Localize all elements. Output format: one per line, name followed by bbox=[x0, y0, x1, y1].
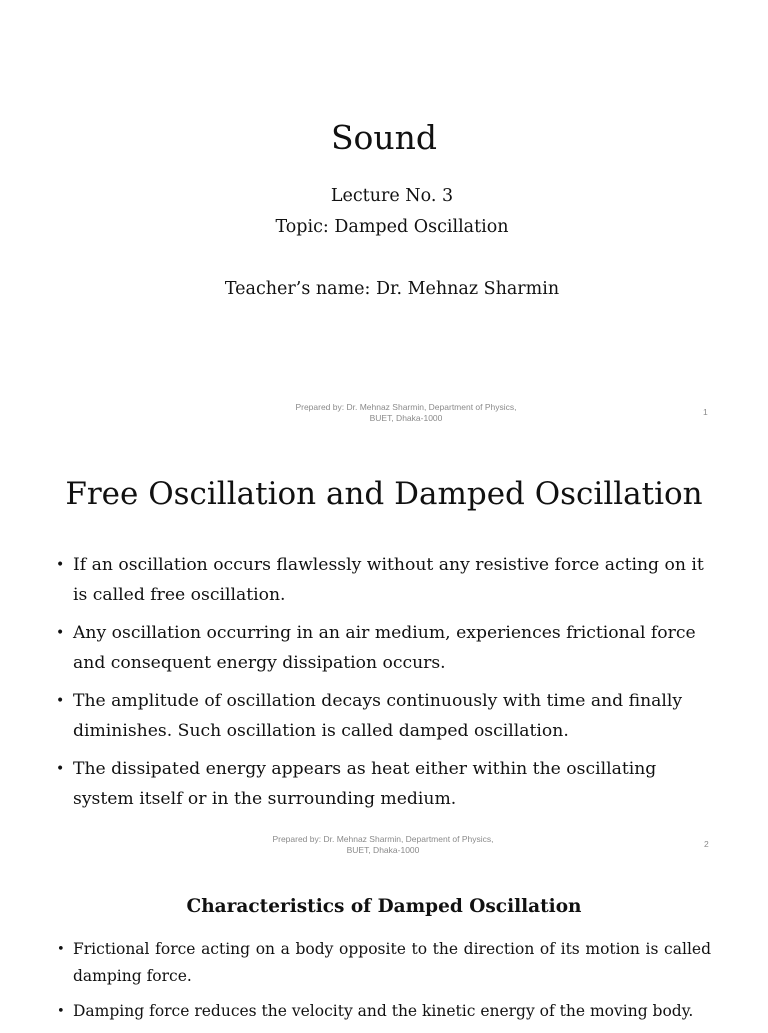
footer-line-2: BUET, Dhaka-1000 bbox=[369, 413, 443, 423]
footer-line-1: Prepared by: Dr. Mehnaz Sharmin, Department of Physics, bbox=[272, 834, 494, 844]
bullet-item bbox=[54, 550, 704, 610]
bullet-item bbox=[56, 936, 711, 990]
bullet-item bbox=[56, 998, 711, 1025]
lecture-number: Lecture No. 3 bbox=[330, 186, 454, 206]
slide-1 bbox=[0, 0, 768, 432]
slide-1-page-number: 1 bbox=[703, 407, 708, 417]
slide-1-title: Sound bbox=[330, 118, 438, 157]
footer-line-2: BUET, Dhaka-1000 bbox=[346, 845, 420, 855]
bullet-icon: • bbox=[56, 557, 65, 573]
slide-3-title: Characteristics of Damped Oscillation bbox=[186, 896, 582, 917]
teacher-name: Teacher’s name: Dr. Mehnaz Sharmin bbox=[224, 279, 560, 299]
bullet-text: Any oscillation occurring in an air medium, experiences frictional force and consequent energy dissipation occurs. bbox=[73, 623, 696, 673]
bullet-text: Damping force reduces the velocity and the kinetic energy of the moving body. bbox=[73, 1002, 694, 1020]
bullet-icon: • bbox=[56, 625, 65, 641]
bullet-text: The dissipated energy appears as heat either within the oscillating system itself or in the surrounding medium. bbox=[73, 759, 657, 809]
bullet-item bbox=[54, 686, 704, 746]
bullet-item bbox=[54, 754, 704, 814]
slide-2-bullet-list bbox=[54, 550, 704, 822]
bullet-icon: • bbox=[56, 693, 65, 709]
bullet-text: If an oscillation occurs flawlessly without any resistive force acting on it is called free oscillation. bbox=[73, 555, 704, 605]
bullet-text: Frictional force acting on a body opposite to the direction of its motion is called damping force. bbox=[73, 940, 711, 985]
slide-2-page-number: 2 bbox=[704, 839, 709, 849]
lecture-topic: Topic: Damped Oscillation bbox=[275, 217, 509, 237]
bullet-text: The amplitude of oscillation decays continuously with time and finally diminishes. Such oscillation is called damped oscillation. bbox=[73, 691, 683, 741]
slide-1-footer bbox=[256, 402, 556, 424]
bullet-item bbox=[54, 618, 704, 678]
footer-line-1: Prepared by: Dr. Mehnaz Sharmin, Department of Physics, bbox=[295, 402, 517, 412]
bullet-icon: • bbox=[56, 761, 65, 777]
bullet-icon: • bbox=[57, 1004, 65, 1019]
slide-2 bbox=[0, 432, 768, 864]
slide-3-bullet-list bbox=[56, 936, 711, 1033]
slide-2-footer bbox=[233, 834, 533, 856]
slide-3 bbox=[0, 864, 768, 1024]
bullet-icon: • bbox=[57, 942, 65, 957]
slide-2-title: Free Oscillation and Damped Oscillation bbox=[65, 476, 703, 512]
